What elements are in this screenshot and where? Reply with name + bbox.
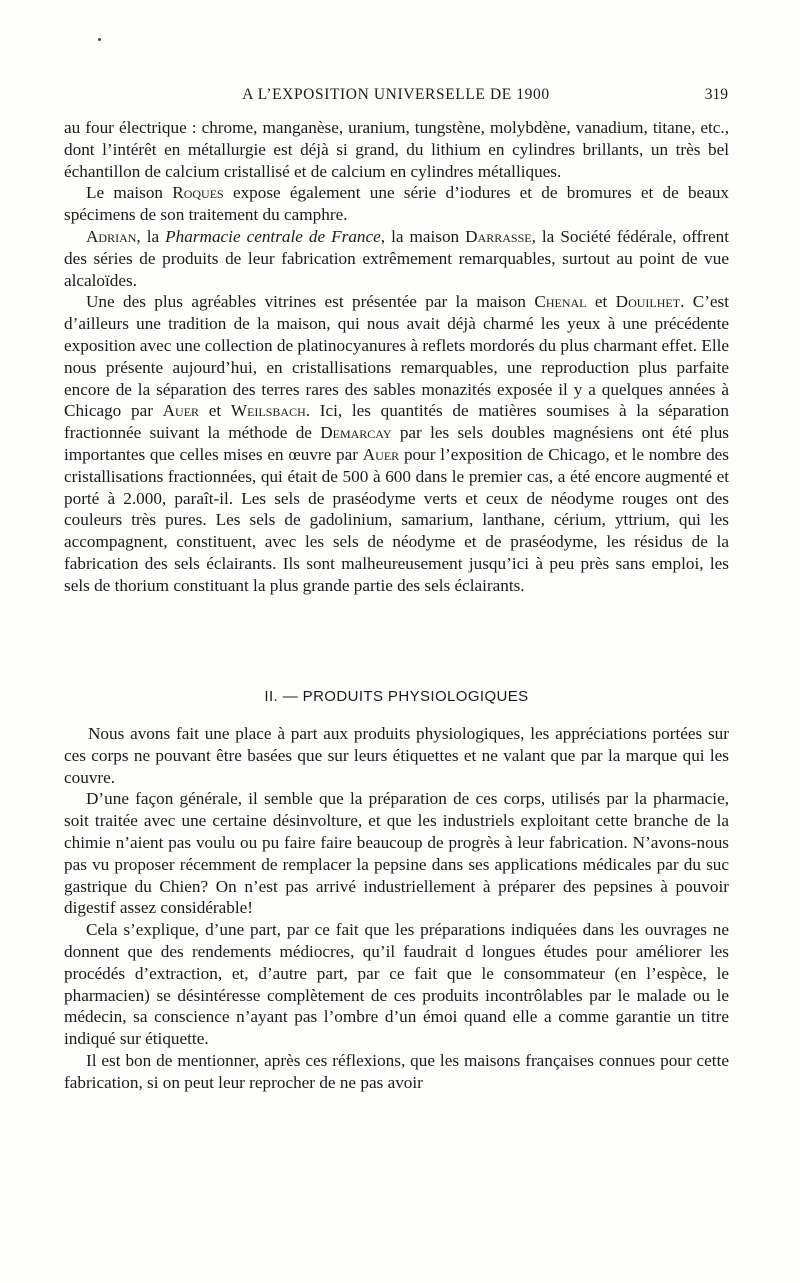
person-name: Roques [172, 183, 224, 203]
institution-name: Pharmacie centrale de France [165, 226, 381, 246]
text-run: . C’est d’ailleurs une tradition de la maison, qui nous avait déjà charmé les yeux à une précédente exposition avec une collection de platinocyanures à reflets mordorés du plus charmant effet. Elle nous présente aujourd’hui, en cristallisations remarquables, une reproduction plus parfaite encore de la séparation des terres rares des sables monazités exposée il y a quelques années à Chicago par [64, 292, 730, 421]
paragraph-roques [64, 182, 729, 226]
section-heading: II. — PRODUITS PHYSIOLOGIQUES [264, 688, 529, 705]
text-run: , la [136, 226, 166, 246]
running-title: A L’EXPOSITION UNIVERSELLE DE 1900 [242, 86, 550, 103]
body-text-part-2 [64, 723, 729, 1094]
paragraph-mention: Il est bon de mentionner, après ces réflexions, que les maisons françaises connues pour cette fabrication, si on peut leur reprocher de ne pas avoir [64, 1050, 729, 1092]
person-name: Chenal [534, 292, 587, 312]
text-run: par les sels doubles magnésiens ont été plus importantes que celles mises en œuvre par [64, 423, 729, 464]
person-name: Demarcay [320, 423, 392, 443]
person-name: Auer [362, 444, 400, 464]
person-name: Douilhet [615, 292, 681, 312]
text-run: et [586, 292, 616, 312]
person-name: Weilsbach [230, 401, 306, 421]
text-run: et [199, 401, 231, 421]
paragraph-continued: au four électrique : chrome, manganèse, uranium, tungstène, molybdène, vanadium, titane, etc., dont l’intérêt en métallurgie est déjà si grand, du lithium en cylindres brillants, un très bel échantillon de calcium cristallisé et de calcium en cylindres métalliques. [64, 118, 729, 181]
body-text-part-1 [64, 117, 729, 597]
print-speck [98, 38, 101, 41]
page-number: 319 [704, 86, 728, 103]
text-run: pour l’exposition de Chicago, et le nombre des cristallisations fractionnées, qui était de 500 à 600 dans le premier cas, a été encore augmenté et porté à 2.000, paraît-il. Les sels de praséodyme verts et ceux de néodyme rouges ont des couleurs très pures. Les sels de gadolinium, samarium, lanthane, cérium, yttrium, qui les accompagnent, constituent, avec les sels de néodyme et de praséodyme, les résidus de la fabrication des sels éclairants. Ils sont malheureusement jusqu’ici à peu près sans emploi, les sels de thorium constituant la plus grande partie des sels éclairants. [64, 444, 729, 595]
text-run: expose également une série d’iodures et de bromures et de beaux spécimens de son traitement du camphre. [64, 183, 730, 225]
text-run: , la maison [380, 226, 466, 246]
paragraph-general: D’une façon générale, il semble que la préparation de ces corps, utilisés par la pharmacie, soit traitée avec une certaine désinvolture, et que les industriels exploitant cette branche de la chimie n’aient pas voulu ou pu faire faire beaucoup de progrès à leur fabrication. N’avons-nous pas vu proposer récemment de remplacer la pepsine dans ses applications médicales par du suc gastrique du Chien? On n’est pas arrivé industriellement à préparer des pepsines à pouvoir digestif assez considérable! [64, 789, 729, 918]
person-name: Darrasse [465, 226, 532, 246]
paragraph-intro: Nous avons fait une place à part aux produits physiologiques, les appréciations portées sur ces corps ne pouvant être basées que sur leurs étiquettes et ne valant que par la marque qui les couvre. [64, 724, 729, 787]
text-run: , la Société fédérale, offrent des séries de produits de leur fabrication extrêmement remarquables, surtout au point de vue alcaloïdes. [64, 226, 729, 290]
running-head [64, 86, 728, 108]
paragraph-chenal [64, 291, 729, 596]
paragraph-explanation: Cela s’explique, d’une part, par ce fait que les préparations indiquées dans les ouvrages ne donnent que des rendements médiocres, qu’il faudrait d longues études pour améliorer les procédés d’extraction, et, d’autre part, par ce fait que le consommateur (en l’espèce, le pharmacien) se désintéresse complètement de ces produits incontrôlables par le malade ou le médecin, sa conscience n’ayant pas l’ombre d’un émoi quand elle a comme garantie un titre indiqué sur étiquette. [64, 920, 729, 1049]
text-run: Une des plus agréables vitrines est présentée par la maison [86, 292, 535, 312]
person-name: Auer [162, 401, 200, 421]
person-name: Adrian [86, 226, 137, 246]
paragraph-adrian [64, 226, 729, 291]
text-run: . Ici, les quantités de matières soumises à la séparation fractionnée suivant la méthode de [64, 401, 729, 443]
text-run: Le maison [86, 183, 173, 203]
